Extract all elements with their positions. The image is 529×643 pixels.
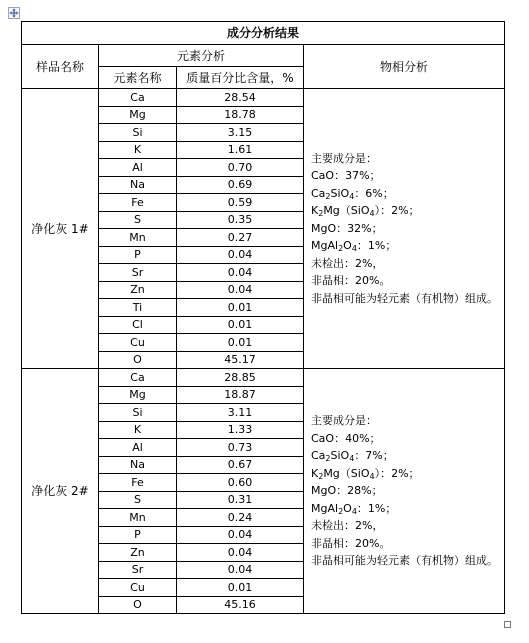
element-name-cell: P: [99, 246, 177, 264]
element-name-cell: Sr: [99, 561, 177, 579]
mass-percent-cell: 0.73: [177, 439, 304, 457]
element-name-cell: Ca: [99, 89, 177, 107]
mass-percent-cell: 0.01: [177, 299, 304, 317]
element-name-cell: S: [99, 491, 177, 509]
phase-item-subscript: 4: [349, 454, 355, 464]
phase-item-text: ：6%；: [354, 186, 394, 200]
element-name-cell: Mg: [99, 386, 177, 404]
phase-item-subscript: 2: [318, 471, 324, 481]
phase-item-text: MgO：28%；: [311, 484, 383, 498]
mass-percent-cell: 45.16: [177, 596, 304, 614]
header-element-name: 元素名称: [99, 67, 177, 89]
mass-percent-cell: 0.69: [177, 176, 304, 194]
phase-item-subscript: 4: [351, 244, 357, 254]
element-name-cell: Mn: [99, 229, 177, 247]
mass-percent-cell: 0.35: [177, 211, 304, 229]
element-name-cell: Zn: [99, 281, 177, 299]
mass-percent-cell: 45.17: [177, 351, 304, 369]
phase-item-text: O: [343, 501, 352, 515]
mass-percent-cell: 1.61: [177, 141, 304, 159]
element-name-cell: Cu: [99, 579, 177, 597]
phase-item-subscript: 4: [369, 209, 375, 219]
sample-name-cell: 净化灰 1#: [22, 89, 99, 369]
element-name-cell: Al: [99, 159, 177, 177]
phase-item: [311, 500, 499, 518]
mass-percent-cell: 28.54: [177, 89, 304, 107]
mass-percent-cell: 0.04: [177, 281, 304, 299]
phase-item: [311, 272, 499, 290]
phase-item-subscript: 4: [369, 471, 375, 481]
mass-percent-cell: 0.31: [177, 491, 304, 509]
mass-percent-cell: 0.01: [177, 579, 304, 597]
mass-percent-cell: 0.60: [177, 474, 304, 492]
element-name-cell: Cu: [99, 334, 177, 352]
phase-item-text: Mg（SiO: [323, 466, 370, 480]
phase-item-text: MgAl: [311, 239, 339, 253]
mass-percent-cell: 1.33: [177, 421, 304, 439]
phase-item-text: CaO：40%；: [311, 431, 381, 445]
phase-item-subscript: 2: [338, 244, 344, 254]
phase-item: [311, 447, 499, 465]
mass-percent-cell: 3.11: [177, 404, 304, 422]
phase-item-text: 非晶相：20%。: [311, 274, 391, 288]
table-row: [22, 369, 505, 387]
phase-item: [311, 465, 499, 483]
phase-item: [311, 185, 499, 203]
element-name-cell: Al: [99, 439, 177, 457]
mass-percent-cell: 0.04: [177, 264, 304, 282]
element-name-cell: Ti: [99, 299, 177, 317]
phase-item-subscript: 4: [351, 506, 357, 516]
sample-name-cell: 净化灰 2#: [22, 369, 99, 614]
phase-item-text: 非晶相：20%。: [311, 536, 391, 550]
phase-item-subscript: 2: [325, 191, 331, 201]
phase-analysis-cell: [304, 369, 505, 614]
phase-note: 非晶相可能为轻元素（有机物）组成。: [311, 554, 498, 568]
phase-item: [311, 237, 499, 255]
element-name-cell: Zn: [99, 544, 177, 562]
element-name-cell: Fe: [99, 474, 177, 492]
phase-item-text: 未检出：2%，: [311, 256, 384, 270]
mass-percent-cell: 3.15: [177, 124, 304, 142]
phase-item-text: CaO：37%；: [311, 169, 381, 183]
phase-item-text: 未检出：2%，: [311, 519, 384, 533]
element-name-cell: K: [99, 421, 177, 439]
phase-item-text: K: [311, 466, 319, 480]
mass-percent-cell: 0.27: [177, 229, 304, 247]
element-name-cell: Mn: [99, 509, 177, 527]
phase-item-subscript: 2: [338, 506, 344, 516]
phase-item-text: ：1%；: [356, 501, 397, 515]
phase-item: [311, 202, 499, 220]
phase-heading: 主要成分是：: [311, 151, 377, 165]
element-name-cell: Si: [99, 124, 177, 142]
composition-table: [21, 21, 505, 614]
mass-percent-cell: 0.04: [177, 246, 304, 264]
phase-item-text: O: [343, 239, 352, 253]
phase-item: [311, 167, 499, 185]
mass-percent-cell: 28.85: [177, 369, 304, 387]
element-name-cell: Si: [99, 404, 177, 422]
element-name-cell: Fe: [99, 194, 177, 212]
phase-item-text: K: [311, 204, 319, 218]
table-title: 成分分析结果: [22, 22, 505, 45]
phase-item-text: MgAl: [311, 501, 339, 515]
phase-item-text: Ca: [311, 449, 326, 463]
phase-item: [311, 255, 499, 273]
phase-item-text: SiO: [330, 449, 350, 463]
element-name-cell: K: [99, 141, 177, 159]
header-phase-analysis: 物相分析: [304, 45, 505, 89]
element-name-cell: Na: [99, 176, 177, 194]
table-move-handle[interactable]: [8, 7, 20, 19]
table-resize-handle[interactable]: [504, 621, 511, 628]
phase-item-text: ）：2%；: [374, 466, 420, 480]
element-name-cell: Mg: [99, 106, 177, 124]
mass-percent-cell: 18.87: [177, 386, 304, 404]
phase-note: 非晶相可能为轻元素（有机物）组成。: [311, 291, 498, 305]
phase-item-text: ：1%；: [356, 239, 397, 253]
element-name-cell: Cl: [99, 316, 177, 334]
phase-item-subscript: 2: [318, 209, 324, 219]
mass-percent-cell: 0.01: [177, 316, 304, 334]
phase-item: [311, 220, 499, 238]
header-element-analysis: 元素分析: [99, 45, 304, 67]
phase-item-subscript: 4: [349, 191, 355, 201]
phase-analysis-cell: [304, 89, 505, 369]
mass-percent-cell: 0.01: [177, 334, 304, 352]
mass-percent-cell: 0.67: [177, 456, 304, 474]
element-name-cell: P: [99, 526, 177, 544]
phase-item-text: Ca: [311, 186, 326, 200]
header-sample-name: 样品名称: [22, 45, 99, 89]
phase-item-subscript: 2: [325, 454, 331, 464]
mass-percent-cell: 0.24: [177, 509, 304, 527]
phase-item: [311, 535, 499, 553]
phase-item-text: ）：2%；: [374, 204, 420, 218]
phase-item: [311, 517, 499, 535]
mass-percent-cell: 0.59: [177, 194, 304, 212]
mass-percent-cell: 0.04: [177, 561, 304, 579]
phase-heading: 主要成分是：: [311, 414, 377, 428]
element-name-cell: O: [99, 351, 177, 369]
phase-item: [311, 482, 499, 500]
mass-percent-cell: 0.04: [177, 526, 304, 544]
element-name-cell: Na: [99, 456, 177, 474]
phase-item-text: ：7%；: [354, 449, 394, 463]
element-name-cell: O: [99, 596, 177, 614]
move-arrows-icon: [9, 8, 19, 18]
element-name-cell: S: [99, 211, 177, 229]
mass-percent-cell: 18.78: [177, 106, 304, 124]
phase-item-text: SiO: [330, 186, 350, 200]
mass-percent-cell: 0.70: [177, 159, 304, 177]
element-name-cell: Ca: [99, 369, 177, 387]
element-name-cell: Sr: [99, 264, 177, 282]
phase-item-text: MgO：32%；: [311, 221, 383, 235]
header-mass-percent: 质量百分比含量，%: [177, 67, 304, 89]
phase-item: [311, 430, 499, 448]
table-row: [22, 89, 505, 107]
mass-percent-cell: 0.04: [177, 544, 304, 562]
phase-item-text: Mg（SiO: [323, 204, 370, 218]
